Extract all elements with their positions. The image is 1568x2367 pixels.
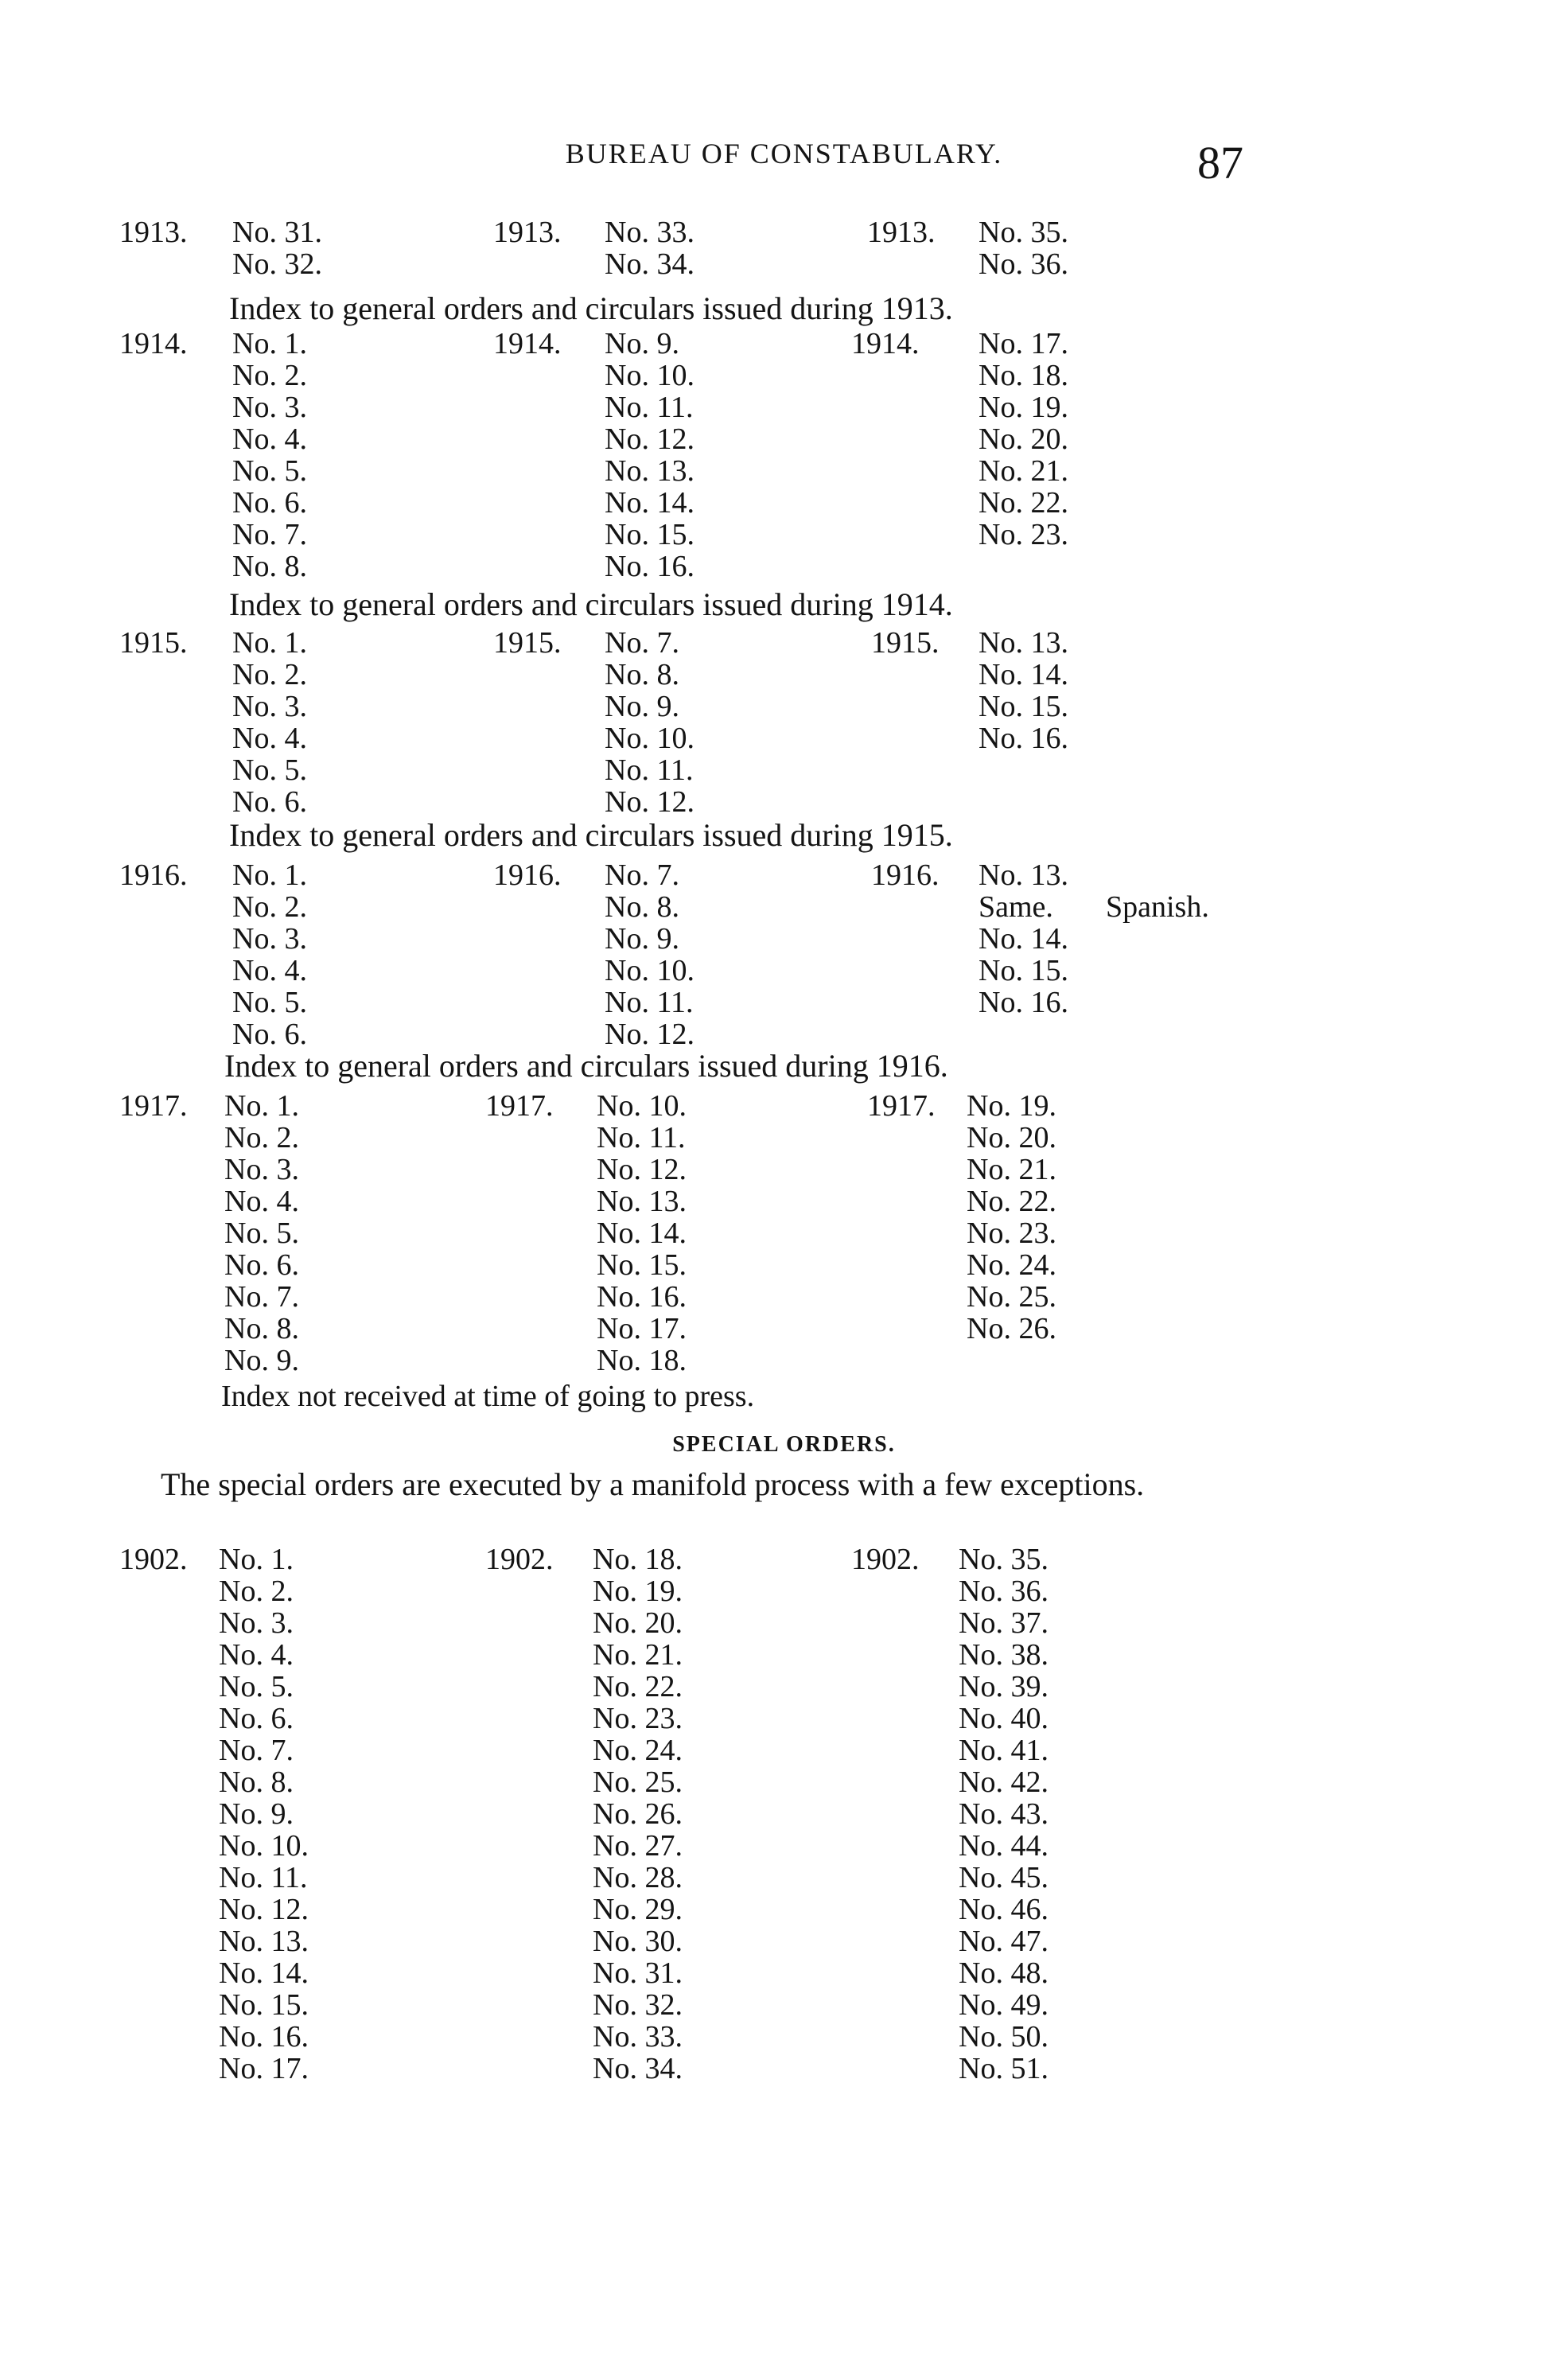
order-entry: No. 18.	[979, 359, 1068, 392]
order-entry: No. 50.	[959, 2020, 1049, 2054]
order-entry: No. 10.	[605, 722, 695, 755]
order-entry: No. 2.	[232, 359, 307, 392]
order-entry: No. 14.	[605, 486, 695, 520]
order-entry: No. 16.	[219, 2020, 309, 2054]
order-entry: No. 8.	[605, 890, 679, 924]
order-entry: No. 26.	[967, 1312, 1056, 1345]
year-label: 1913.	[119, 216, 188, 249]
year-label: 1914.	[851, 327, 920, 360]
order-entry: No. 10.	[605, 954, 695, 987]
order-entry: No. 7.	[605, 858, 679, 892]
order-entry: No. 31.	[232, 216, 322, 249]
order-entry: No. 1.	[232, 327, 307, 360]
index-line-1916: Index to general orders and circulars issued during 1916.	[224, 1048, 948, 1084]
order-list	[959, 1544, 1049, 2085]
order-entry: No. 37.	[959, 1606, 1049, 1640]
order-entry: No. 3.	[232, 690, 307, 723]
order-entry: No. 7.	[605, 626, 679, 660]
order-entry: No. 22.	[967, 1185, 1056, 1218]
order-entry: No. 12.	[605, 1018, 695, 1051]
order-entry: Same.	[979, 890, 1053, 924]
order-entry: No. 14.	[979, 658, 1068, 691]
order-entry: No. 32.	[593, 1988, 683, 2022]
order-entry: No. 11.	[605, 391, 694, 424]
order-entry: No. 19.	[593, 1575, 683, 1608]
order-entry: No. 6.	[232, 785, 307, 819]
order-entry: No. 39.	[959, 1670, 1049, 1703]
order-list	[979, 328, 1068, 551]
order-entry: No. 13.	[605, 454, 695, 488]
order-list	[967, 1090, 1056, 1345]
order-entry: No. 13.	[219, 1925, 309, 1958]
order-entry: No. 31.	[593, 1956, 683, 1990]
order-entry: No. 23.	[967, 1217, 1056, 1250]
order-entry: No. 13.	[979, 626, 1068, 660]
order-entry: No. 21.	[967, 1153, 1056, 1186]
running-header: BUREAU OF CONSTABULARY.	[565, 138, 1003, 169]
order-list	[232, 216, 322, 280]
order-entry: No. 22.	[593, 1670, 683, 1703]
order-entry: No. 12.	[605, 422, 695, 456]
order-entry: No. 15.	[979, 954, 1068, 987]
year-label: 1914.	[493, 327, 562, 360]
order-entry: No. 12.	[605, 785, 695, 819]
order-entry: No. 5.	[232, 454, 307, 488]
order-entry: No. 15.	[979, 690, 1068, 723]
order-entry: No. 24.	[593, 1734, 683, 1767]
order-entry: No. 16.	[605, 550, 695, 583]
order-entry: No. 4.	[232, 422, 307, 456]
order-entry: No. 7.	[232, 518, 307, 551]
year-label: 1917.	[485, 1089, 554, 1123]
order-entry: No. 20.	[979, 422, 1068, 456]
order-entry: No. 10.	[219, 1829, 309, 1863]
order-entry: No. 7.	[224, 1280, 299, 1314]
order-entry: No. 2.	[219, 1575, 294, 1608]
order-entry: No. 32.	[232, 247, 322, 281]
order-entry: No. 7.	[219, 1734, 294, 1767]
order-entry: No. 5.	[219, 1670, 294, 1703]
order-entry: No. 10.	[597, 1089, 687, 1123]
order-list	[232, 859, 307, 1050]
order-entry: No. 27.	[593, 1829, 683, 1863]
order-entry: No. 16.	[597, 1280, 687, 1314]
order-entry: No. 34.	[593, 2052, 683, 2085]
order-entry: No. 14.	[979, 922, 1068, 956]
order-list	[597, 1090, 687, 1376]
order-entry: No. 16.	[979, 722, 1068, 755]
year-label: 1916.	[871, 858, 940, 892]
order-entry: No. 12.	[597, 1153, 687, 1186]
order-entry: No. 23.	[979, 518, 1068, 551]
order-entry: No. 15.	[597, 1248, 687, 1282]
order-list	[979, 859, 1068, 1018]
order-entry: No. 17.	[597, 1312, 687, 1345]
order-entry: No. 4.	[232, 954, 307, 987]
order-entry: No. 8.	[224, 1312, 299, 1345]
order-entry: No. 13.	[597, 1185, 687, 1218]
order-entry: No. 4.	[224, 1185, 299, 1218]
year-label: 1902.	[851, 1543, 920, 1576]
order-list	[224, 1090, 299, 1376]
order-entry: No. 2.	[224, 1121, 299, 1154]
year-label: 1914.	[119, 327, 188, 360]
order-entry: No. 35.	[959, 1543, 1049, 1576]
order-entry: No. 46.	[959, 1893, 1049, 1926]
order-entry: No. 30.	[593, 1925, 683, 1958]
order-entry: No. 2.	[232, 890, 307, 924]
order-entry: No. 14.	[219, 1956, 309, 1990]
order-list	[979, 216, 1068, 280]
year-label: 1902.	[119, 1543, 188, 1576]
page-number: 87	[1197, 137, 1243, 189]
order-entry: No. 20.	[593, 1606, 683, 1640]
order-entry: No. 33.	[593, 2020, 683, 2054]
year-label: 1915.	[493, 626, 562, 660]
order-entry: No. 36.	[959, 1575, 1049, 1608]
order-entry: No. 6.	[219, 1702, 294, 1735]
order-entry: No. 24.	[967, 1248, 1056, 1282]
index-line-1913: Index to general orders and circulars issued during 1913.	[229, 290, 953, 326]
order-entry: No. 5.	[232, 753, 307, 787]
order-list	[232, 328, 307, 582]
order-entry: No. 5.	[224, 1217, 299, 1250]
order-entry: No. 51.	[959, 2052, 1049, 2085]
order-entry: No. 9.	[605, 922, 679, 956]
order-entry: No. 1.	[232, 626, 307, 660]
order-entry: No. 29.	[593, 1893, 683, 1926]
order-entry: No. 18.	[597, 1344, 687, 1377]
index-line-1915: Index to general orders and circulars issued during 1915.	[229, 817, 953, 853]
order-list	[979, 627, 1068, 754]
order-entry: No. 2.	[232, 658, 307, 691]
year-label: 1916.	[493, 858, 562, 892]
order-entry: No. 11.	[605, 986, 694, 1019]
order-entry: No. 49.	[959, 1988, 1049, 2022]
order-entry: No. 19.	[967, 1089, 1056, 1123]
order-entry: No. 6.	[232, 1018, 307, 1051]
order-entry: No. 45.	[959, 1861, 1049, 1894]
order-entry: No. 44.	[959, 1829, 1049, 1863]
order-entry: No. 3.	[232, 922, 307, 956]
order-entry: No. 11.	[597, 1121, 686, 1154]
year-label: 1916.	[119, 858, 188, 892]
order-entry: No. 23.	[593, 1702, 683, 1735]
order-entry: No. 42.	[959, 1766, 1049, 1799]
order-entry: No. 11.	[605, 753, 694, 787]
order-list	[605, 859, 695, 1050]
order-entry: No. 3.	[232, 391, 307, 424]
special-orders-heading: SPECIAL ORDERS.	[672, 1432, 896, 1457]
year-label: 1917.	[119, 1089, 188, 1123]
index-not-received-note: Index not received at time of going to press.	[221, 1380, 755, 1413]
order-entry: No. 8.	[219, 1766, 294, 1799]
order-list	[232, 627, 307, 818]
year-label: 1915.	[871, 626, 940, 660]
order-entry: No. 9.	[219, 1797, 294, 1831]
order-entry: No. 4.	[219, 1638, 294, 1672]
year-label: 1902.	[485, 1543, 554, 1576]
order-entry: No. 41.	[959, 1734, 1049, 1767]
order-entry: No. 15.	[219, 1988, 309, 2022]
order-entry: No. 3.	[219, 1606, 294, 1640]
order-entry: No. 20.	[967, 1121, 1056, 1154]
order-entry: No. 8.	[232, 550, 307, 583]
order-entry: No. 13.	[979, 858, 1068, 892]
year-label: 1915.	[119, 626, 188, 660]
special-orders-intro: The special orders are executed by a manifold process with a few exceptions.	[161, 1466, 1145, 1502]
order-entry: No. 33.	[605, 216, 695, 249]
order-entry: No. 1.	[224, 1089, 299, 1123]
order-list	[593, 1544, 683, 2085]
order-entry: No. 36.	[979, 247, 1068, 281]
order-entry: No. 6.	[224, 1248, 299, 1282]
order-entry: No. 1.	[219, 1543, 294, 1576]
order-entry: No. 15.	[605, 518, 695, 551]
order-entry: No. 10.	[605, 359, 695, 392]
order-entry: No. 28.	[593, 1861, 683, 1894]
order-entry: No. 17.	[219, 2052, 309, 2085]
order-entry: No. 5.	[232, 986, 307, 1019]
order-entry: No. 1.	[232, 858, 307, 892]
order-entry: No. 14.	[597, 1217, 687, 1250]
order-entry: No. 3.	[224, 1153, 299, 1186]
order-entry: No. 9.	[605, 690, 679, 723]
year-label: 1917.	[867, 1089, 936, 1123]
index-line-1914: Index to general orders and circulars issued during 1914.	[229, 586, 953, 622]
order-entry: No. 18.	[593, 1543, 683, 1576]
order-entry: No. 4.	[232, 722, 307, 755]
order-entry: No. 26.	[593, 1797, 683, 1831]
order-entry: No. 9.	[224, 1344, 299, 1377]
order-entry: No. 38.	[959, 1638, 1049, 1672]
order-entry: No. 19.	[979, 391, 1068, 424]
order-entry: No. 16.	[979, 986, 1068, 1019]
order-entry: No. 17.	[979, 327, 1068, 360]
order-list	[219, 1544, 309, 2085]
order-entry: No. 48.	[959, 1956, 1049, 1990]
order-entry: No. 22.	[979, 486, 1068, 520]
order-entry: No. 6.	[232, 486, 307, 520]
order-list	[605, 328, 695, 582]
year-label: 1913.	[493, 216, 562, 249]
order-entry: No. 21.	[593, 1638, 683, 1672]
spanish-note: Spanish.	[1106, 890, 1209, 924]
order-entry: No. 35.	[979, 216, 1068, 249]
order-entry: No. 25.	[593, 1766, 683, 1799]
order-entry: No. 9.	[605, 327, 679, 360]
order-list	[605, 627, 695, 818]
order-entry: No. 12.	[219, 1893, 309, 1926]
order-entry: No. 11.	[219, 1861, 308, 1894]
order-entry: No. 40.	[959, 1702, 1049, 1735]
order-entry: No. 8.	[605, 658, 679, 691]
order-entry: No. 43.	[959, 1797, 1049, 1831]
order-entry: No. 25.	[967, 1280, 1056, 1314]
order-entry: No. 21.	[979, 454, 1068, 488]
order-entry: No. 34.	[605, 247, 695, 281]
year-label: 1913.	[867, 216, 936, 249]
order-entry: No. 47.	[959, 1925, 1049, 1958]
order-list	[605, 216, 695, 280]
